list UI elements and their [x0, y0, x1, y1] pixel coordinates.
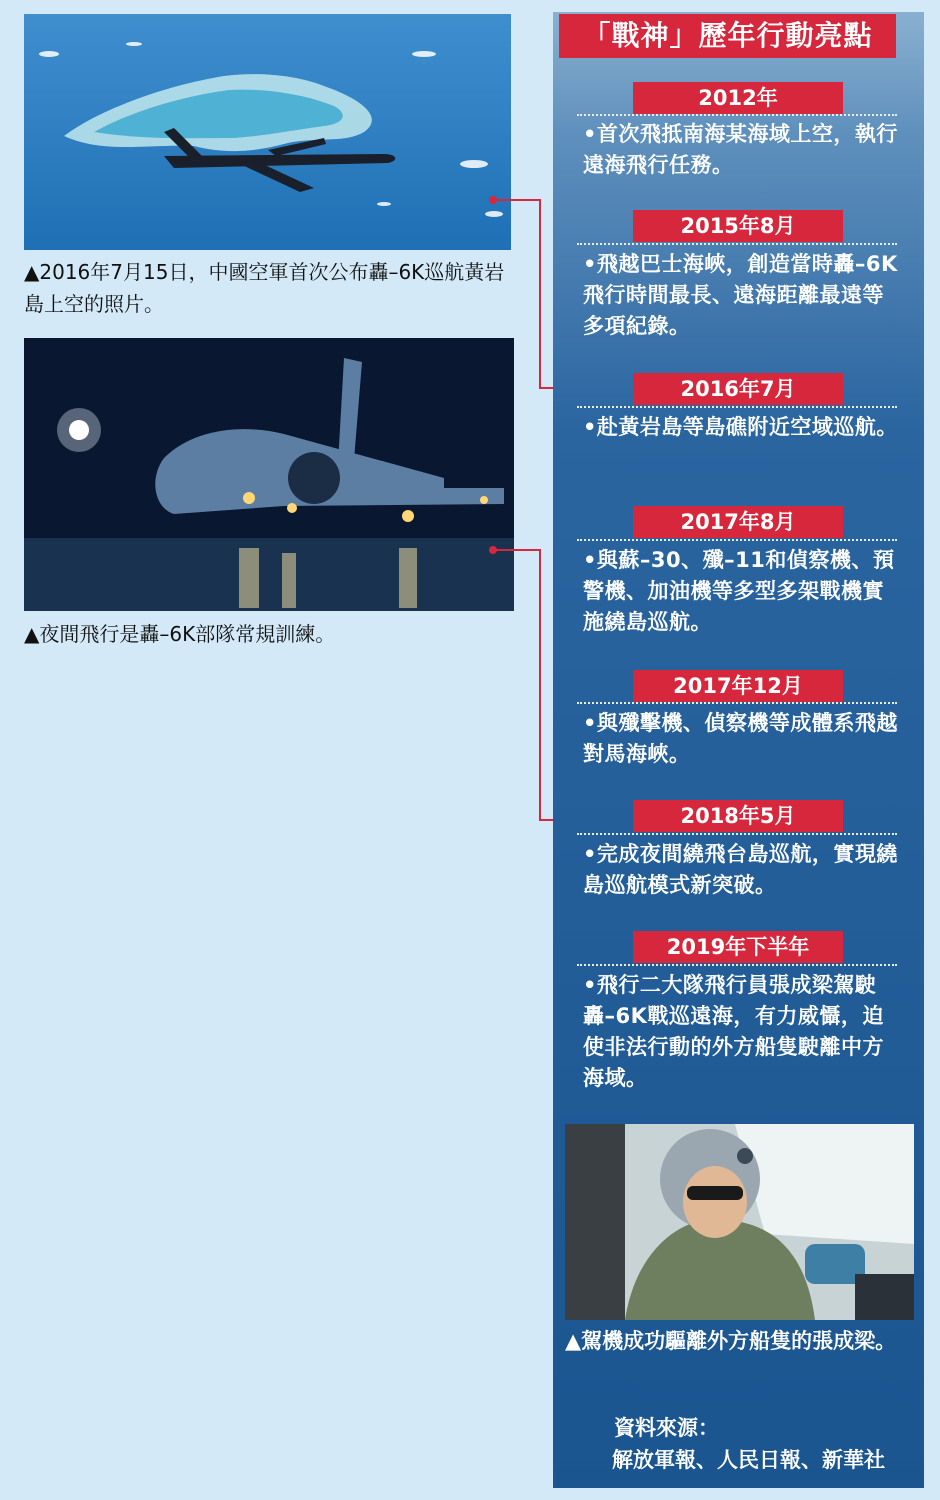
event-year: 2016年7月 [633, 373, 843, 405]
divider [577, 243, 897, 245]
photo1-caption: ▲2016年7月15日，中國空軍首次公布轟–6K巡航黃岩島上空的照片。 [24, 260, 505, 316]
event-year: 2019年下半年 [633, 931, 843, 963]
photo2-caption: ▲夜間飛行是轟–6K部隊常規訓練。 [24, 622, 336, 646]
event-text: •飛越巴士海峽，創造當時轟–6K飛行時間最長、遠海距離最遠等多項紀錄。 [583, 252, 898, 338]
photo-bomber-over-island [24, 14, 511, 250]
event-text: •完成夜間繞飛台島巡航，實現繞島巡航模式新突破。 [583, 842, 898, 897]
event-year: 2018年5月 [633, 800, 843, 832]
divider [577, 114, 897, 116]
photo-pilot-cockpit [565, 1124, 914, 1320]
photo-night-bomber [24, 338, 514, 611]
event-text: •赴黃岩島等島礁附近空域巡航。 [583, 415, 898, 439]
event-text: •首次飛抵南海某海域上空，執行遠海飛行任務。 [583, 122, 898, 177]
divider [577, 833, 897, 835]
event-year: 2012年 [633, 82, 843, 114]
event-year: 2015年8月 [633, 210, 843, 242]
panel-title: 「戰神」歷年行動亮點 [559, 14, 896, 58]
photo3-caption: ▲駕機成功驅離外方船隻的張成梁。 [565, 1329, 897, 1353]
event-text: •飛行二大隊飛行員張成梁駕駛轟–6K戰巡遠海，有力威懾，迫使非法行動的外方船隻駛離中方海域。 [583, 973, 884, 1090]
divider [577, 702, 897, 704]
event-text: •與殲擊機、偵察機等成體系飛越對馬海峽。 [583, 711, 898, 766]
source-label: 資料來源： [614, 1416, 719, 1440]
divider [577, 406, 897, 408]
event-text: •與蘇–30、殲–11和偵察機、預警機、加油機等多型多架戰機實施繞島巡航。 [583, 548, 895, 634]
source [612, 1412, 885, 1476]
divider [577, 964, 897, 966]
event-year: 2017年12月 [633, 670, 843, 702]
event-year: 2017年8月 [633, 506, 843, 538]
source-text: 解放軍報、人民日報、新華社 [612, 1448, 885, 1472]
divider [577, 539, 897, 541]
